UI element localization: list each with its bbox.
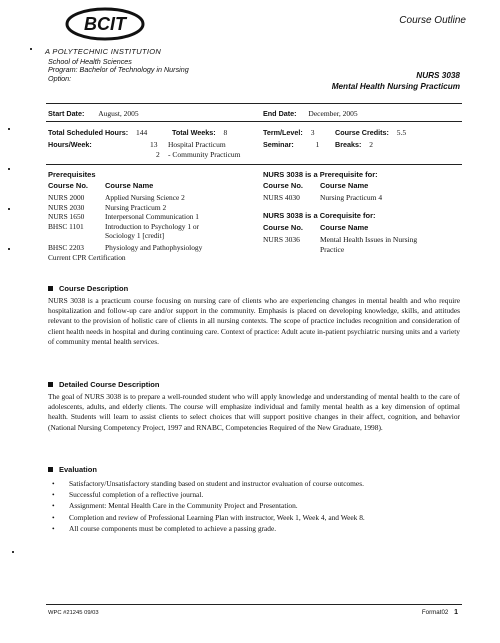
institution-tagline: A POLYTECHNIC INSTITUTION [45,47,162,56]
footer-page-info [422,609,458,616]
seminar [263,140,319,149]
divider [46,103,462,104]
end-date [263,109,358,118]
seminar-label: Seminar: [263,140,294,149]
breaks-value: 2 [369,140,373,149]
table-row: BHSC 2203 Physiology and Pathophysiology [48,242,203,252]
evaluation-heading: Evaluation [48,465,97,474]
table-row: BHSC 1101 Introduction to Psychology 1 or [48,221,200,231]
square-bullet-icon [48,286,53,291]
list-item: • Completion and review of Professional Learning Plan with instructor, Week 1, Week 4, and Week 8. [52,512,365,522]
scan-mark [30,48,32,50]
school-name: School of Health Sciences [48,57,132,66]
prerequisites-title: Prerequisites [48,170,96,179]
divider [46,121,462,122]
term-level-value: 3 [310,128,315,137]
list-item: • Assignment: Mental Health Care in the Community Project and Presentation. [52,501,298,511]
detailed-description-heading: Detailed Course Description [48,380,159,389]
bullet-icon: • [52,523,55,533]
bullet-icon: • [52,512,55,522]
document-type: Course Outline [399,15,466,26]
bcit-logo [60,4,160,46]
list-item: • Successful completion of a reflective journal. [52,490,204,500]
coreq-col-no: Course No. [263,223,304,232]
bullet-icon: • [52,479,55,488]
total-hours-label: Total Scheduled Hours: [48,128,129,137]
term-level [263,128,314,137]
total-hours-value: 144 [136,128,148,137]
breaks [335,140,373,149]
list-item: • Satisfactory/Unsatisfactory standing based on student and instructor evaluation of course outcomes. [52,479,364,488]
prereq-for-title: NURS 3038 is a Prerequisite for: [263,170,378,179]
scan-mark [8,248,10,250]
end-date-value: December, 2005 [308,109,358,118]
breaks-label: Breaks: [335,140,362,149]
scan-mark [12,551,14,553]
prereq-col-name: Course Name [105,181,154,190]
course-title: Mental Health Nursing Practicum [331,82,460,91]
coreq-item-no: NURS 3036 [263,235,300,244]
table-row: NURS 1650 Interpersonal Communication 1 [48,212,200,222]
scan-mark [8,128,10,130]
end-date-label: End Date: [263,109,297,118]
prerequisites-table [48,193,202,262]
prereq-for-col-name: Course Name [320,181,369,190]
page-number: 1 [454,609,458,616]
course-description-heading: Course Description [48,284,128,293]
start-date-value: August, 2005 [98,109,139,118]
coreq-title: NURS 3038 is a Corequisite for: [263,211,376,220]
coreq-col-name: Course Name [320,223,369,232]
scan-mark [8,208,10,210]
option-label: Option: [48,73,72,83]
course-credits-label: Course Credits: [335,128,389,137]
total-weeks-label: Total Weeks: [172,128,216,137]
course-description-text: NURS 3038 is a practicum course focusing on nursing care of clients who are experiencing changes in mental health and who require hospitalization and follow-up care and/or support in the community. Emphasis is placed on developing knowledge, skills, and attitudes relevant to the provision of holistic care of clients in all nursing contexts. The scope of practice includes recognition and consideration of client health needs in hospital and during continuing care. Context of practice: Adult acute in-patient psychiatric nursing units and a variety of community mental health services. [48,296,460,346]
bullet-icon: • [52,501,55,511]
start-date-label: Start Date: [48,109,85,118]
square-bullet-icon [48,382,53,387]
table-row: NURS 4030 Nursing Practicum 4 [263,193,383,202]
scan-mark [8,168,10,170]
hours-week-label: Hours/Week: [48,140,92,149]
prereq-extra: Current CPR Certification [48,252,126,262]
footer-divider [46,604,462,605]
course-credits-value: 5.5 [396,128,407,137]
list-item: • All course components must be completed to achieve a passing grade. [52,523,277,533]
table-row: NURS 2030 Nursing Practicum 2 [48,202,167,212]
program-name: Program: Bachelor of Technology in Nursing [48,65,189,75]
hours-week-item: 2 - Community Practicum [156,150,241,159]
divider [46,164,462,165]
hours-week-item: 13 Hospital Practicum [150,140,226,149]
start-date [48,109,139,118]
prereq-col-no: Course No. [48,181,89,190]
square-bullet-icon [48,467,53,472]
total-hours [48,128,147,137]
footer-form-number: WPC #21245 09/03 [48,610,99,616]
prereq-for-col-no: Course No. [263,181,304,190]
table-row: NURS 2000 Applied Nursing Science 2 [48,193,185,202]
term-level-label: Term/Level: [263,128,303,137]
total-weeks [172,128,227,137]
bullet-icon: • [52,490,55,500]
course-credits [335,128,406,137]
evaluation-list [48,478,460,534]
total-weeks-value: 8 [223,128,228,137]
footer-format: Format02 [421,609,449,616]
coreq-item-name: Mental Health Issues in Nursing Practice [320,235,418,254]
course-code: NURS 3038 [416,71,460,80]
logo-text: BCIT [84,14,126,34]
school-info [48,58,189,83]
table-row: Sociology 1 [credit] [105,231,165,241]
detailed-description-text: The goal of NURS 3038 is to prepare a well-rounded student who will apply knowledge and understanding of mental health to the care of adolescents, adults, and elderly clients. The course will emphasize individual and family mental health as a key dimension of optimal health. Students will learn to assist clients to select choices that will support positive changes in their affect, cognition, and behavior (National Nursing Competency Project, 1997 and RNABC, Competencies Required of the New Graduate, 1998). [48,392,460,432]
seminar-value: 1 [315,140,320,149]
hours-week-list [150,140,241,160]
